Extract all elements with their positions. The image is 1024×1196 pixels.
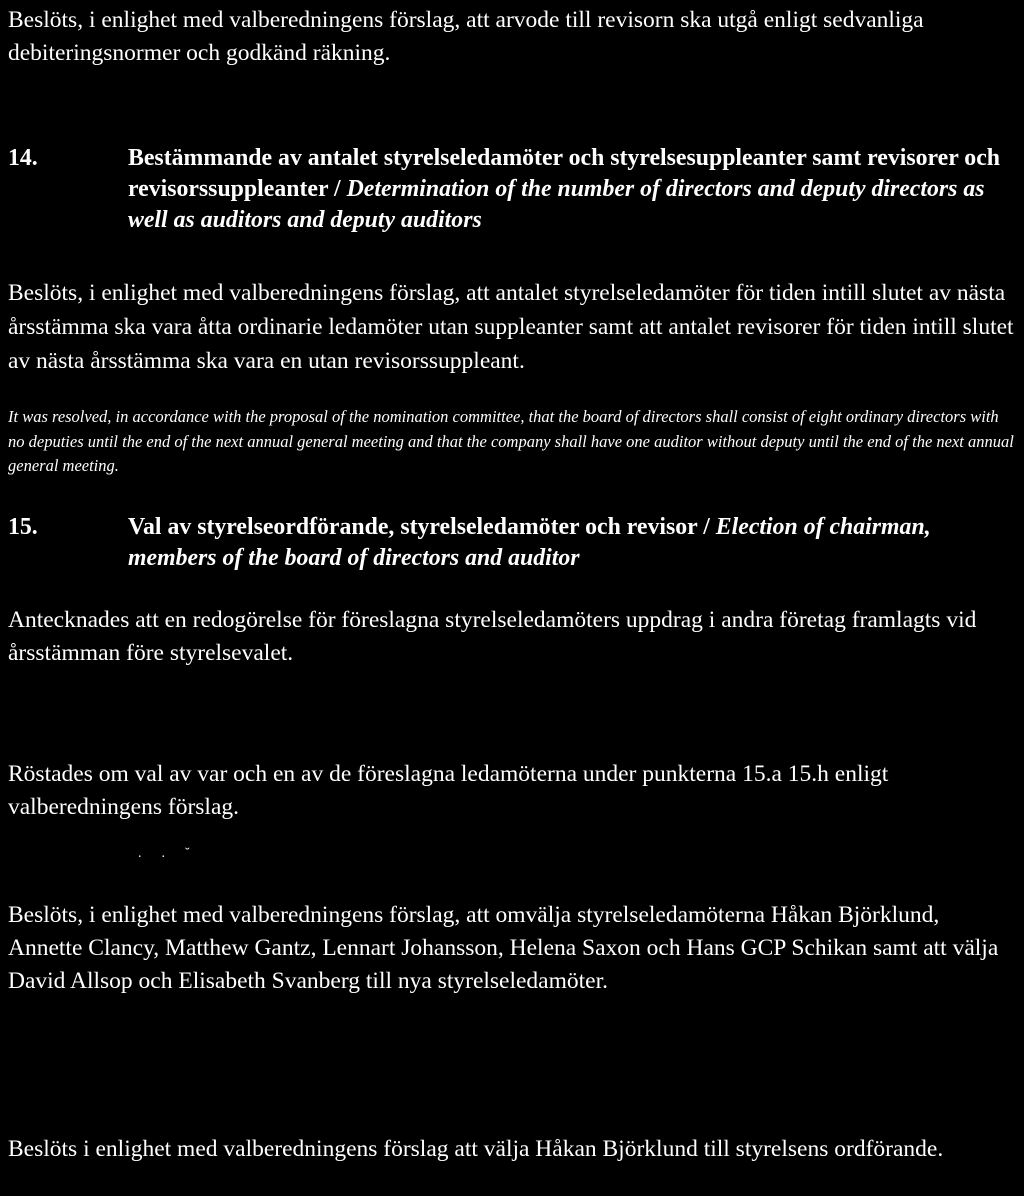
section-15-note: Antecknades att en redogörelse för föreslagna styrelseledamöters uppdrag i andra företag framlagts vid årsstämman före styrelsevalet. (8, 607, 977, 666)
section-14-title-sv: Bestämmande av antalet styrelseledamöter och styrelsesuppleanter samt revisorer och revisorssuppleanter / (128, 145, 1000, 202)
section-14-title (128, 143, 1024, 236)
section-14-resolution-en: It was resolved, in accordance with the proposal of the nomination committee, that the board of directors shall consist of eight ordinary directors with no deputies until the end of the next annual general meeting and that the company shall have one auditor without deputy until the end of the next annual general meeting. (8, 407, 1014, 475)
auditor-fee-resolution: Beslöts, i enlighet med valberedningens förslag, att arvode till revisorn ska utgå enligt sedvanliga debiteringsnormer och godkänd räkning. (8, 7, 924, 66)
section-15-chairman-election: Beslöts i enlighet med valberedningens förslag att välja Håkan Björklund till styrelsens ordförande. (8, 1136, 944, 1162)
section-14-resolution-sv: Beslöts, i enlighet med valberedningens förslag, att antalet styrelseledamöter för tiden intill slutet av nästa årsstämma ska vara åtta ordinarie ledamöter utan suppleanter samt att antalet revisorer för tiden intill slutet av nästa årsstämma ska vara en utan revisorssuppleant. (8, 280, 1014, 374)
section-14-number: 14. (8, 145, 38, 171)
section-15-heading (8, 512, 1024, 574)
scan-marks: ..˘ (138, 846, 210, 861)
section-15-title (128, 512, 1024, 574)
section-15-title-en: Election of chairman, members of the board of directors and auditor (128, 514, 931, 571)
section-14-heading (8, 143, 1024, 236)
section-15-voting: Röstades om val av var och en av de föreslagna ledamöterna under punkterna 15.a 15.h enligt valberedningens förslag. (8, 761, 889, 820)
section-15-board-election: Beslöts, i enlighet med valberedningens förslag, att omvälja styrelseledamöterna Håkan Björklund, Annette Clancy, Matthew Gantz, Lennart Johansson, Helena Saxon och Hans GCP Schikan samt att välja David Allsop och Elisabeth Svanberg till nya styrelseledamöter. (8, 902, 999, 994)
section-15-number: 15. (8, 514, 38, 540)
section-14-title-en: Determination of the number of directors and deputy directors as well as auditors and deputy auditors (128, 176, 985, 233)
section-15-title-sv: Val av styrelseordförande, styrelseledamöter och revisor / (128, 514, 710, 540)
